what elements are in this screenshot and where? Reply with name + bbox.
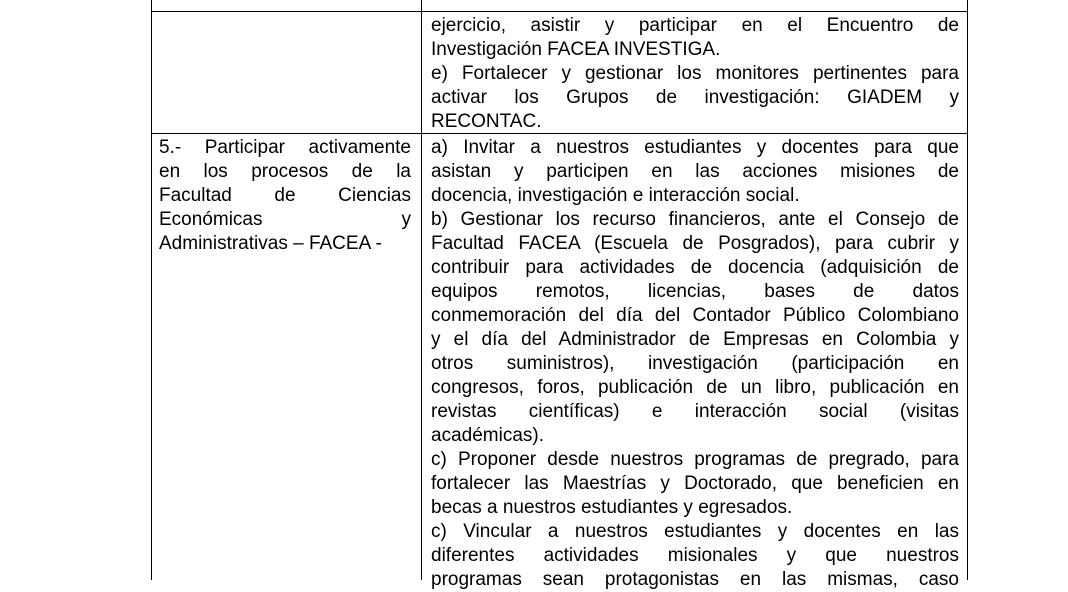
text-line: activar los Grupos de investigación: GIADEM y (431, 87, 959, 108)
text-line: en los procesos de la (159, 161, 411, 182)
text-line: Facultad FACEA (Escuela de Posgrados), para cubrir y (431, 233, 959, 254)
text-line: Investigación FACEA INVESTIGA. (431, 39, 721, 60)
text-line: y el día del Administrador de Empresas en Colombia y (431, 329, 959, 350)
text-line: otros suministros), investigación (participación en (431, 353, 959, 374)
text-line: asistan y participen en las acciones misiones de (431, 161, 959, 182)
text-line: fortalecer las Maestrías y Doctorado, que beneficien en (431, 473, 959, 494)
text-line: becas a nuestros estudiantes y egresados. (431, 497, 793, 518)
table-column-divider (421, 0, 422, 580)
text-line: RECONTAC. (431, 111, 542, 132)
text-line: a) Invitar a nuestros estudiantes y docentes para que (431, 137, 959, 158)
text-line: docencia, investigación e interacción social. (431, 185, 800, 206)
text-line: c) Vincular a nuestros estudiantes y docentes en las (431, 521, 959, 542)
table-top-border (151, 11, 968, 12)
table-right-border (967, 0, 968, 580)
text-line: ejercicio, asistir y participar en el Encuentro de (431, 15, 959, 36)
text-line: congresos, foros, publicación de un libro, publicación en (431, 377, 959, 398)
text-line: Facultad de Ciencias (159, 185, 411, 206)
text-line: contribuir para actividades de docencia (adquisición de (431, 257, 959, 278)
text-line: académicas). (431, 425, 544, 446)
text-line: Económicas y (159, 209, 411, 230)
text-line: e) Fortalecer y gestionar los monitores pertinentes para (431, 63, 959, 84)
table-left-border (151, 0, 152, 580)
text-line: b) Gestionar los recurso financieros, ante el Consejo de (431, 209, 959, 230)
text-line: diferentes actividades misionales y que nuestros (431, 545, 959, 566)
text-line: equipos remotos, licencias, bases de datos (431, 281, 959, 302)
text-line: conmemoración del día del Contador Público Colombiano (431, 305, 959, 326)
text-line: 5.- Participar activamente (159, 137, 411, 158)
text-line: c) Proponer desde nuestros programas de pregrado, para (431, 449, 959, 470)
text-line: Administrativas – FACEA - (159, 233, 382, 254)
text-line: revistas científicas) e interacción social (visitas (431, 401, 959, 422)
text-line: programas sean protagonistas en las mismas, caso (431, 569, 959, 590)
